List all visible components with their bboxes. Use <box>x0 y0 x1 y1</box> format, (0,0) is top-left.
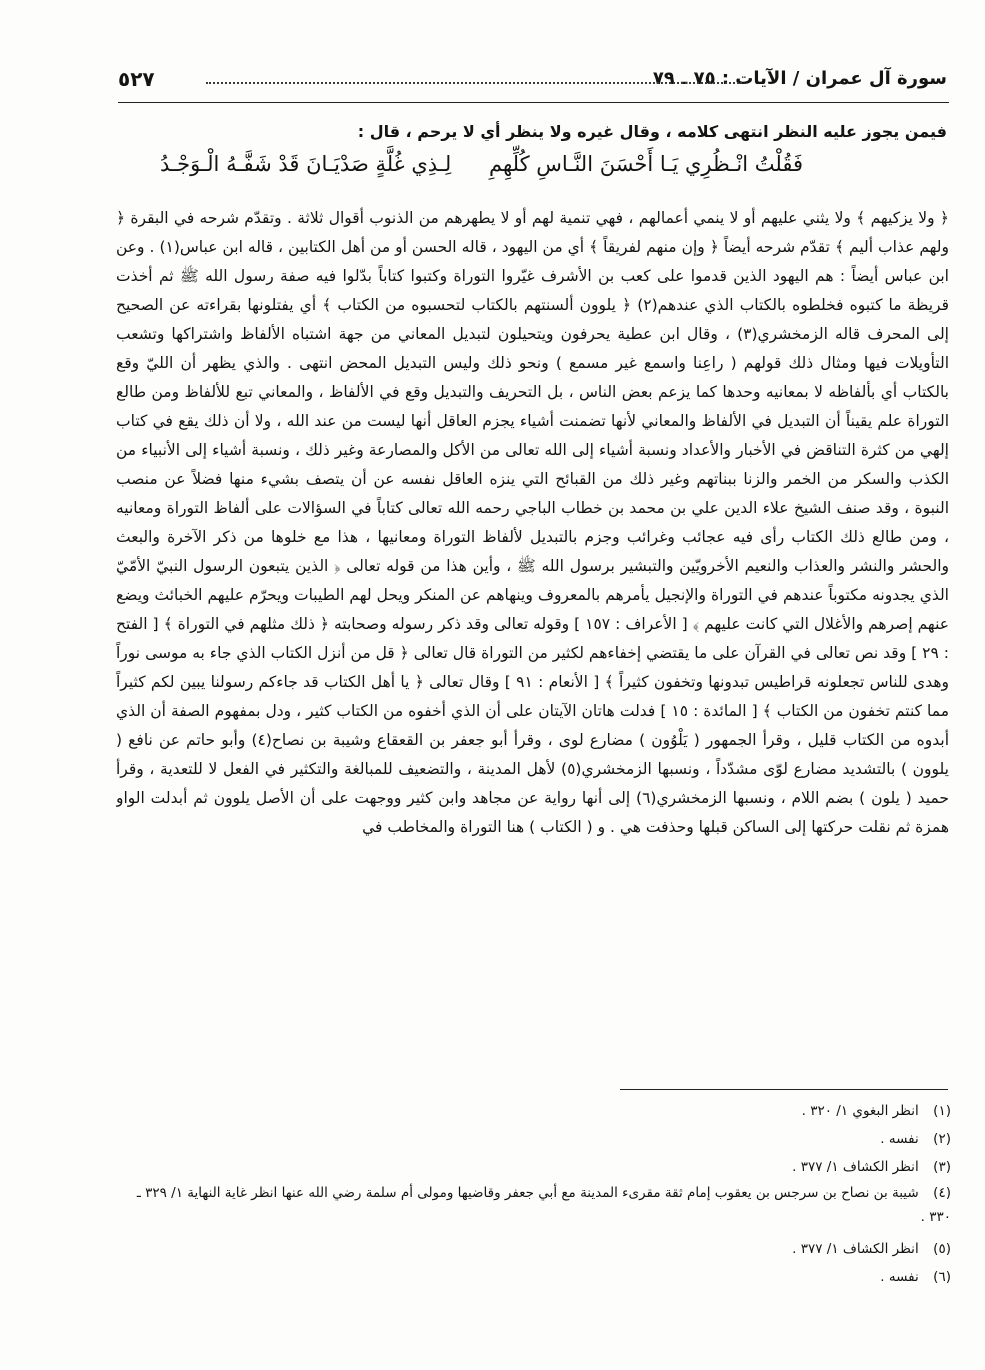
footnote-text: شيبة بن نصاح بن سرجس بن يعقوب إمام ثقة مقرىء المدينة مع أبي جعفر وقاضيها ومولى أم سلمة رضي الله عنها انظر غاية النهاية ١/ ٣٢٩ ـ ٣٣٠ . <box>136 1185 951 1225</box>
running-header <box>118 62 947 96</box>
header-dotted-leader <box>206 82 742 84</box>
verse-second-hemistich: لِـذِي غُلَّةٍ صَدْيَـانَ قَدْ شَفَّـهُ الْـوَجْـدُ <box>160 152 452 176</box>
footnote-text: انظر الكشاف ١/ ٣٧٧ . <box>792 1159 919 1175</box>
footnote-text: انظر الكشاف ١/ ٣٧٧ . <box>792 1241 919 1257</box>
footnote-item <box>116 1263 951 1291</box>
footnote-number: (٥) <box>933 1241 951 1257</box>
header-rule <box>118 102 949 103</box>
footnote-number: (٢) <box>933 1131 951 1147</box>
body-paragraph: ﴿ ولا يزكيهم ﴾ ولا يثني عليهم أو لا ينمي أعمالهم ، فهي تنمية لهم أو لا يطهرهم من الذنوب أقوال ثلاثة . وتقدّم شرحه في البقرة ﴿ ولهم عذاب أليم ﴾ تقدّم شرحه أيضاً ﴿ وإن منهم لفريقاً ﴾ أي من اليهود ، قاله الحسن أو من أهل الكتابين ، قاله ابن عباس(١) . وعن ابن عباس أيضاً : هم اليهود الذين قدموا على كعب بن الأشرف غيّروا التوراة وكتبوا كتاباً بدّلوا فيه صفة رسول الله ﷺ ثم أخذت قريظة ما كتبوه فخلطوه بالكتاب الذي عندهم(٢) ﴿ يلوون ألسنتهم بالكتاب لتحسبوه من الكتاب ﴾ أي يفتلونها بقراءته عن الصحيح إلى المحرف قاله الزمخشري(٣) ، وقال ابن عطية يحرفون ويتحيلون لتبديل المعاني من جهة اشتباه الألفاظ واشتراكها وتشعب التأويلات فيها ومثال ذلك قولهم ( راعِنا واسمع غير مسمع ) ونحو ذلك وليس التبديل المحض انتهى . والذي يظهر أن الليّ وقع بالكتاب أي بألفاظه لا بمعانيه وحدها كما يزعم بعض الناس ، بل التحريف والتبديل وقع في الألفاظ ، والمعاني تبع للألفاظ ومن طالع التوراة علم يقيناً أن التبديل في الألفاظ والمعاني لأنها تضمنت أشياء يجزم العاقل أنها ليست من عند الله ، ولا أن ذلك يقع في كتاب إلهي من كثرة التناقض في الأخبار والأعداد ونسبة أشياء إلى الله تعالى من الأكل والمصارعة وغير ذلك ، ونسبة أشياء إلى الأنبياء من الكذب والسكر من الخمر والزنا ببناتهم وغير ذلك من القبائح التي ينزه العاقل نفسه عن أن يتصف بشيء منها فضلاً عن منصب النبوة ، وقد صنف الشيخ علاء الدين علي بن محمد بن خطاب الباجي رحمه الله تعالى كتاباً في السؤالات على ألفاظ التوراة ومعانيه ، ومن طالع ذلك الكتاب رأى فيه عجائب وغرائب وجزم بالتبديل لألفاظ التوراة ومعانيها ، هذا مع خلوها من ذكر الآخرة والبعث والحشر والنشر والعذاب والنعيم الأخرويّين والتبشير برسول الله ﷺ ، وأين هذا من قوله تعالى ﴿ الذين يتبعون الرسول النبيّ الأمّيّ الذي يجدونه مكتوباً عندهم في التوراة والإنجيل يأمرهم بالمعروف وينهاهم عن المنكر ويحل لهم الطيبات ويحرّم عليهم الخبائث ويضع عنهم إصرهم والأغلال التي كانت عليهم ﴾ [ الأعراف : ١٥٧ ] وقوله تعالى وقد ذكر رسوله وصحابته ﴿ ذلك مثلهم في التوراة ﴾ [ الفتح : ٢٩ ] وقد نص تعالى في القرآن على ما يقتضي إخفاءهم لكثير من التوراة قال تعالى ﴿ قل من أنزل الكتاب الذي جاء به موسى نوراً وهدى للناس تجعلونه قراطيس تبدونها وتخفون كثيراً ﴾ [ الأنعام : ٩١ ] وقال تعالى ﴿ يا أهل الكتاب قد جاءكم رسولنا يبين لكم كثيراً مما كنتم تخفون من الكتاب ﴾ [ المائدة : ١٥ ] فدلت هاتان الآيتان على أن الذي أخفوه من الكتاب كثير ، ودل بمفهوم الصفة أن الذي أبدوه من الكتاب قليل ، وقرأ الجمهور ( يَلْوُون ) مضارع لوى ، وقرأ أبو جعفر بن القعقاع وشيبة بن نصاح(٤) وأبو حاتم عن نافع ( يلوون ) بالتشديد مضارع لوّى مشدّداً ، ونسبها الزمخشري(٥) لأهل المدينة ، والتضعيف للمبالغة والتكثير في الفعل لا للتعدية ، وقرأ حميد ( يلون ) بضم اللام ، ونسبها الزمخشري(٦) إلى أنها رواية عن مجاهد وابن كثير ووجهت على أن الأصل يلوون ثم أبدلت الواو همزة ثم نقلت حركتها إلى الساكن قبلها وحذفت هي . و ( الكتاب ) هنا التوراة والمخاطب في <box>116 209 949 836</box>
commentary-text <box>116 204 949 1070</box>
footnote-separator <box>0 1089 985 1091</box>
footnote-item <box>116 1235 951 1263</box>
footnote-item <box>116 1125 951 1153</box>
footnote-text: نفسه . <box>880 1269 919 1285</box>
footnote-number: (٤) <box>933 1185 951 1201</box>
footnote-item <box>116 1181 951 1229</box>
page-number: ٥٢٧ <box>118 67 155 91</box>
poetry-verse <box>160 150 803 194</box>
intro-line: فيمن يجوز عليه النظر انتهى كلامه ، وقال غيره ولا ينظر أي لا يرحم ، قال : <box>357 122 947 141</box>
footnote-text: انظر البغوي ١/ ٣٢٠ . <box>801 1103 919 1119</box>
footnote-number: (٣) <box>933 1159 951 1175</box>
footnote-number: (١) <box>933 1103 951 1119</box>
footnote-number: (٦) <box>933 1269 951 1285</box>
surah-title: سورة آل عمران / الآيات : ٧٥ ـ ٧٩ <box>652 68 947 89</box>
footnote-text: نفسه . <box>880 1131 919 1147</box>
footnotes <box>116 1097 951 1291</box>
verse-first-hemistich: فَقُلْتُ انْـظُرِي يَـا أَحْسَنَ النَّـاسِ كُلِّهِمِ <box>489 152 803 176</box>
footnote-item <box>116 1097 951 1125</box>
footnote-item <box>116 1153 951 1181</box>
